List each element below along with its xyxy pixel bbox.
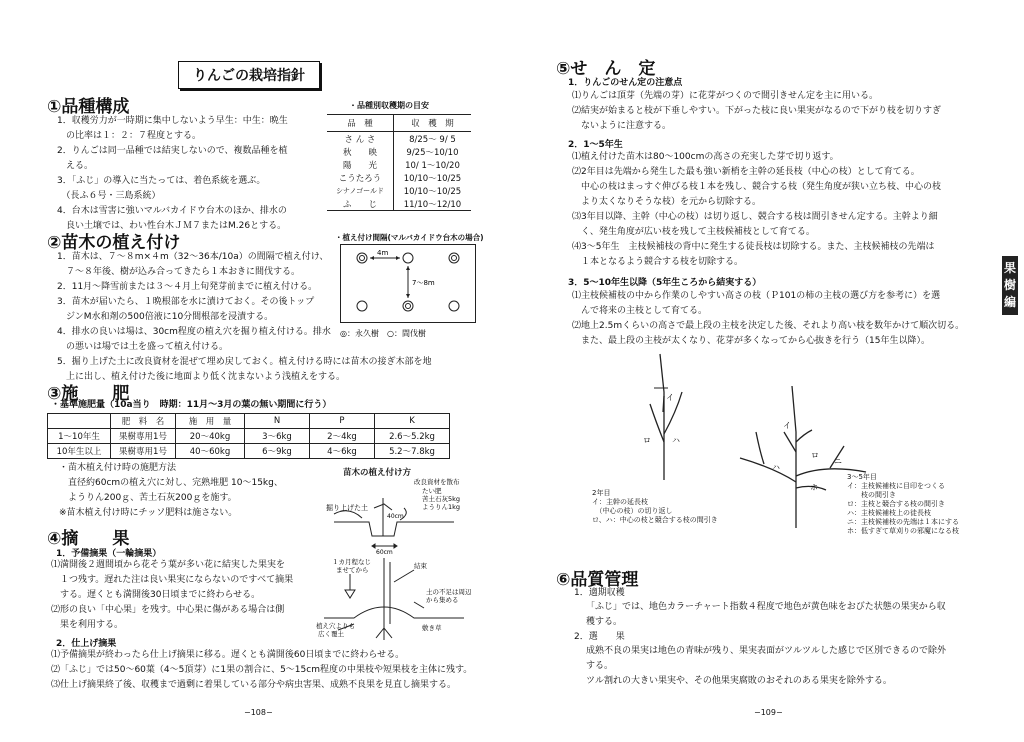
table-header: 品 種 <box>327 115 393 132</box>
text-line: ⑶仕上げ摘果終了後、収穫まで過剰に着果している部分や病虫害果、成熟不良果を見直し摘果する。 <box>51 680 457 690</box>
fig-label: 40cm <box>387 513 404 520</box>
pruning-text1 <box>572 89 941 134</box>
text-line: 直径約60cmの植え穴に対し、完熟堆肥 10〜15kg、 <box>59 478 283 488</box>
planting-fertilizer-text <box>59 461 283 521</box>
text-line: する。遅くとも満開後30日頃までに終わらせる。 <box>51 590 261 600</box>
text-line: 5．掘り上げた土に改良資材を混ぜて埋め戻しておく。植え付ける時には苗木の接ぎ木部を地 <box>57 357 432 367</box>
fig-label: イ <box>783 421 791 430</box>
fig-label: 改良資材を散布 <box>414 478 460 486</box>
page-number-left: −108− <box>244 708 273 717</box>
page-number-right: −109− <box>754 708 783 717</box>
text-line: ⑶3年目以降、主幹（中心の枝）は切り返し、競合する枝は間引きせん定する。主幹より細 <box>572 212 938 222</box>
text-line: ⑴りんごは頂芽（先端の芽）に花芽がつくので間引きせん定を主に用いる。 <box>572 91 879 101</box>
harvest-table <box>327 114 471 211</box>
table-row: シナノゴールド 10/10〜10/25 <box>327 184 471 197</box>
text-line: より太くなりそうな枝）を元から切除する。 <box>572 197 762 207</box>
text-line: 3．「ふじ」の導入に当たっては、着色系統を選ぶ。 <box>57 176 266 186</box>
pruning-text3 <box>572 289 964 349</box>
text-line: ⑵形の良い「中心果」を残す。中心果に傷がある場合は側 <box>51 605 285 615</box>
fig-label: ニ <box>834 457 842 466</box>
harvest-table-title: ・品種別収穫期の目安 <box>349 101 429 110</box>
fig-label: ホ <box>810 483 818 492</box>
tree-caption-1 <box>592 489 718 525</box>
text-line: 穫する。 <box>586 617 623 627</box>
text-line: える。 <box>57 161 94 171</box>
text-line: く、発生角度が広い枝を残して主枝候補枝として育てる。 <box>572 227 815 237</box>
section-heading-quality: ⑥品質管理 <box>556 570 639 590</box>
text-line: 2．りんごは同一品種では結実しないので、複数品種を植 <box>57 146 288 156</box>
text-line: ⑴植え付けた苗木は80〜100cmの高さの充実した芽で切り返す。 <box>572 152 839 162</box>
fig-label: ハ <box>672 436 680 445</box>
text-line: 成熟不良の果実は地色の青味が残り、果実表面がツルツルした感じで区別できるので除外 <box>586 646 947 656</box>
fig-label: ロ <box>811 451 819 460</box>
caption-line: 枝の間引き <box>847 491 896 499</box>
caption-line: 3〜5年目 <box>847 473 877 481</box>
text-line: ⑵結実が始まると枝が下垂しやすい。下がった枝に良い果実がなるので下がり枝を切りすぎ <box>572 106 942 116</box>
fig-label: １カ月程なじ <box>332 558 371 566</box>
fig-label: ようりん1kg <box>422 503 461 511</box>
text-line: １つ残す。遅れた注は良い果実にならないのですべて摘果 <box>51 575 294 585</box>
text-line: 1．苗木は、７〜８m×４m（32〜36本/10a）の間隔で植え付け、 <box>57 252 329 262</box>
table-header-row: 肥 料 名 施 用 量 N P K <box>48 414 450 429</box>
table-row: 10年生以上 果樹専用1号 40〜60kg 6〜9kg 4〜6kg 5.2〜7.8kg <box>48 444 450 459</box>
varieties-text <box>57 114 288 234</box>
table-header: 収 穫 期 <box>393 115 471 132</box>
text-line: ないように注意する。 <box>572 121 672 131</box>
fig-label: ませてから <box>336 566 369 574</box>
table-row: ふ じ 11/10〜12/10 <box>327 197 471 211</box>
fig-label: 60cm <box>376 549 393 556</box>
tree-caption-2 <box>847 473 959 536</box>
text-line: （長ふ６号・三島系統） <box>57 191 161 201</box>
fig-label: たい肥 <box>422 487 442 495</box>
text-line: 4．台木は雪害に強いマルバカイドウ台木のほか、排水の <box>57 206 287 216</box>
quality-text2 <box>586 644 946 689</box>
spacing-v-label: 7〜8m <box>412 279 435 287</box>
quality-sub2: 2．選 果 <box>574 632 625 642</box>
text-line: の比率は１：２：７程度とする。 <box>57 131 202 141</box>
caption-line: ロ、ハ：中心の枝と競合する枝の間引き <box>592 516 718 524</box>
text-line: する。 <box>586 661 614 671</box>
caption-line: ハ：主枝候補枝上の徒長枝 <box>847 509 931 517</box>
fig-label: 敷き草 <box>422 624 442 632</box>
spacing-diagram <box>340 244 476 340</box>
fertilizer-sub: ・基準施肥量（10a当り 時期：11月〜3月の葉の無い期間に行う） <box>51 400 332 410</box>
section-heading-planting: ②苗木の植え付け <box>47 233 181 253</box>
fig-label: 植え穴よりも <box>316 622 355 630</box>
fig-label: 土の不足は周辺 <box>426 588 472 596</box>
text-line: １本となるよう競合する枝を切除する。 <box>572 257 744 267</box>
table-row: 1〜10年生 果樹専用1号 20〜40kg 3〜6kg 2〜4kg 2.6〜5.2kg <box>48 429 450 444</box>
caption-line: （中心の枝）の切り返し <box>592 507 673 515</box>
pruning-sub3: 3．5〜10年生以降（5年生ころから結実する） <box>568 278 762 288</box>
fertilizer-table <box>47 413 450 459</box>
caption-line: ホ：低すぎて草刈りの邪魔になる枝 <box>847 527 959 535</box>
text-line: ⑷3〜5年生 主枝候補枝の背中に発生する徒長枝は切除する。また、主枝候補枝の先端は <box>572 242 935 252</box>
caption-line: イ：主幹の延長枝 <box>592 498 648 506</box>
fig-label: 苦土石灰5kg <box>422 495 461 503</box>
page-title: りんごの栽培指針 <box>178 61 320 89</box>
table-row: さ ん さ 8/25〜 9/ 5 <box>327 132 471 146</box>
fig-label: ハ <box>772 463 780 472</box>
table-row: こうたろう 10/10〜10/25 <box>327 171 471 184</box>
section-heading-fertilizer: ③施 肥 <box>47 384 130 404</box>
table-row: 秋 映 9/25〜10/10 <box>327 145 471 158</box>
thinning-sub2: 2．仕上げ摘果 <box>56 639 117 649</box>
fig-label: 掘り上げた土 <box>326 504 368 512</box>
caption-line: ロ：主枝と競合する枝の間引き <box>847 500 945 508</box>
text-line: ⑵「ふじ」では50〜60葉（4〜5頂芽）に1果の割合に、5〜15cm程度の中果枝や短果枝を主体に残す。 <box>51 665 473 675</box>
text-line: 中心の枝はまっすぐ伸びる枝１本を残し、競合する枝（発生角度が狭い立ち枝、中心の枝 <box>572 182 942 192</box>
text-line: 2．11月〜降雪前または３〜４月上旬発芽前までに植え付ける。 <box>57 282 318 292</box>
pruning-sub2: 2．1〜5年生 <box>568 140 623 150</box>
text-line: ７〜８年後、樹が込み合ってきたら１本おきに間伐する。 <box>57 267 301 277</box>
text-line: 良い土壌では、わい性台木ＪＭ７またはM.26とする。 <box>57 221 287 231</box>
fig-label: 広く覆土 <box>318 630 344 638</box>
caption-line: 2年目 <box>592 489 611 497</box>
text-line: ツル割れの大きい果実や、その他果実腐敗のおそれのある果実を除外する。 <box>586 676 892 686</box>
quality-text1 <box>586 600 946 630</box>
text-line: ※苗木植え付け時にチッソ肥料は施さない。 <box>59 508 238 518</box>
thinning-sub1: 1．予備摘果（一輪摘果） <box>56 549 162 559</box>
text-line: 「ふじ」では、地色カラーチャート指数４程度で地色が黄色味をおびた状態の果実から収 <box>586 602 946 612</box>
text-line: んで将来の主枝として育てる。 <box>572 306 708 316</box>
spacing-legend: ◎：永久樹 ○：間伐樹 <box>340 329 426 338</box>
section-heading-varieties: ①品種構成 <box>47 97 130 117</box>
planting-figure <box>314 478 474 644</box>
section-heading-thinning: ④摘 果 <box>47 529 130 549</box>
tree-figure-2nd-year <box>620 352 720 482</box>
text-line: 4．排水の良いは場は、30cm程度の植え穴を掘り植え付ける。排水 <box>57 327 331 337</box>
text-line: 上に出し、植え付けた後に地面より低く沈まないよう浅植えをする。 <box>57 372 346 382</box>
quality-sub1: 1．適期収穫 <box>574 588 625 598</box>
pruning-sub1: 1．りんごのせん定の注意点 <box>568 78 683 88</box>
caption-line: ニ：主枝候補枝の先端は１本にする <box>847 518 959 526</box>
table-row: 陽 光 10/ 1〜10/20 <box>327 158 471 171</box>
section-heading-pruning: ⑤せ ん 定 <box>556 59 656 79</box>
fig-label: ロ <box>643 436 651 445</box>
text-line: ⑵地上2.5mくらいの高さで最上段の主枝を決定した後、それより高い枝を数年かけて順次切る。 <box>572 321 965 331</box>
spacing-h-label: 4m <box>377 249 389 257</box>
text-line: ジンM水和剤の500倍液に10分間根部を浸漬する。 <box>57 312 274 322</box>
fig-label: イ <box>666 393 674 402</box>
text-line: ようりん200ｇ、苦土石灰200ｇを施す。 <box>59 493 237 503</box>
caption-line: イ：主枝候補枝に目印をつくる <box>847 482 945 490</box>
text-line: また、最上段の主枝が太くなり、花芽が多くなってから心抜きを行う（15年生以降）。 <box>572 336 930 346</box>
text-line: ⑵2年目は先端から発生した最も強い新梢を主幹の延長枝（中心の枝）として育てる。 <box>572 167 920 177</box>
text-line: ⑴予備摘果が終わったら仕上げ摘果に移る。遅くとも満開後60日頃までに終わらせる。 <box>51 650 405 660</box>
fig-label: から集める <box>426 596 459 604</box>
text-line: の悪いは場では土を盛って植え付ける。 <box>57 342 229 352</box>
thinning-text2 <box>51 648 472 693</box>
thinning-text1 <box>51 558 293 633</box>
text-line: 果を利用する。 <box>51 620 124 630</box>
text-line: 1．収穫労力が一時期に集中しないよう早生：中生：晩生 <box>57 116 288 126</box>
spacing-diagram-title: ・植え付け間隔(マルバカイドウ台木の場合) <box>335 233 484 242</box>
fruit-tree-section-tab: 果 樹 編 <box>1002 256 1018 315</box>
planting-figure-title: 苗木の植え付け方 <box>343 468 412 478</box>
text-line: ⑴満開後２週間頃から花そう葉が多い花に結実した果実を <box>51 560 286 570</box>
pruning-text2 <box>572 150 941 270</box>
text-line: ⑴主枝候補枝の中から作業のしやすい高さの枝（Ｐ101の柿の主枝の選び方を参考に）を選 <box>572 291 941 301</box>
fig-label: 結束 <box>414 562 427 570</box>
text-line: ・苗木植え付け時の施肥方法 <box>59 463 177 473</box>
text-line: 3．苗木が届いたら、１晩根部を水に漬けておく。その後トップ <box>57 297 315 307</box>
